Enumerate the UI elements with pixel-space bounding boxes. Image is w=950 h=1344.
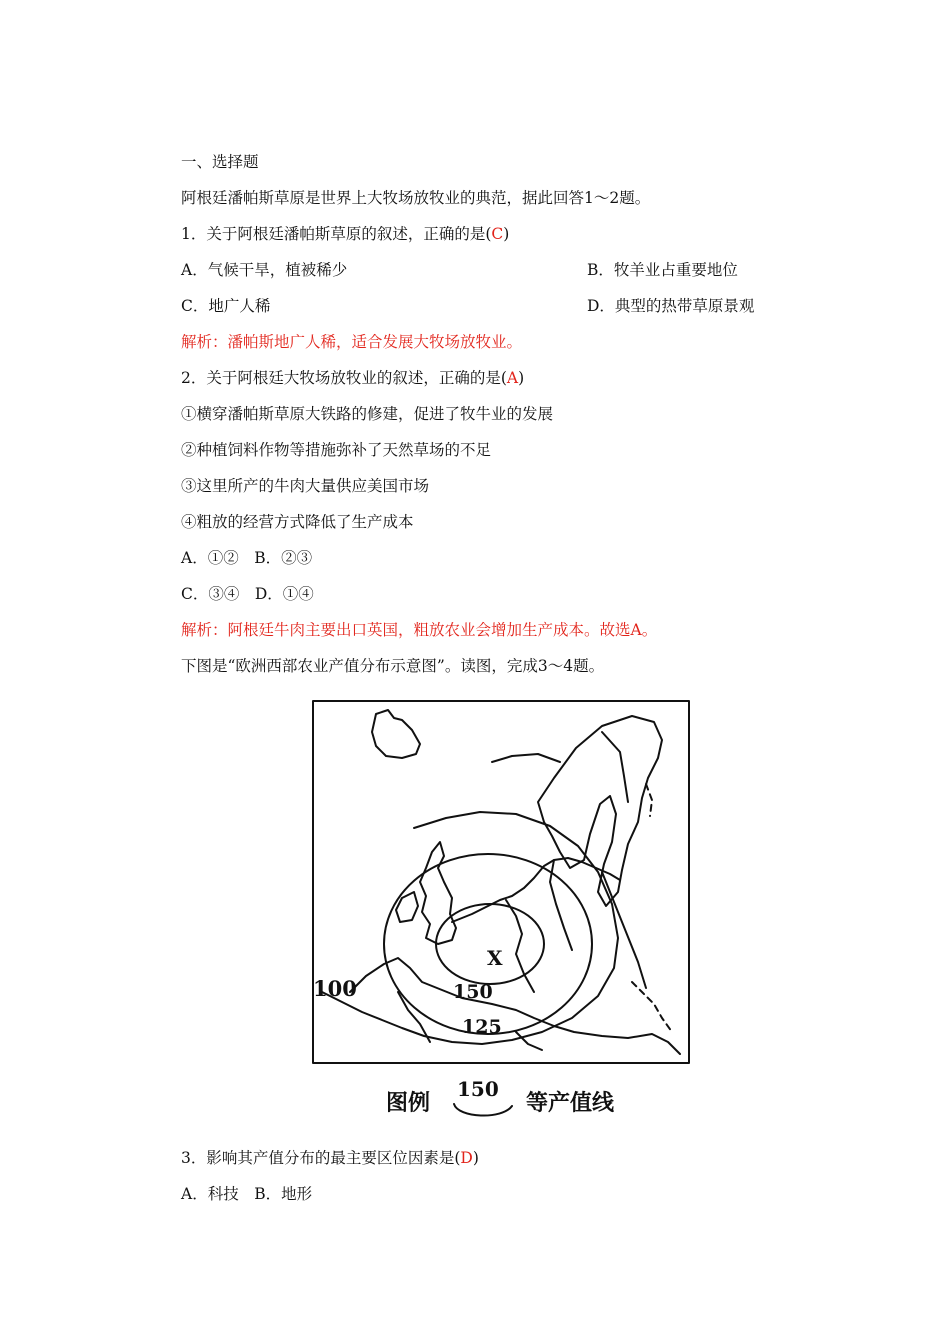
britain-coastline <box>420 842 456 944</box>
isoline-100 <box>492 754 560 762</box>
analysis-text: 解析：阿根廷牛肉主要出口英国，粗放农业会增加生产成本。故选A。 <box>181 621 658 639</box>
intro-text: 下图是“欧洲西部农业产值分布示意图”。读图，完成3～4题。 <box>181 657 605 675</box>
option-row-ab: A．科技 B．地形 <box>181 1185 313 1203</box>
intro-text: 阿根廷潘帕斯草原是世界上大牧场放牧业的典范，据此回答1～2题。 <box>181 189 651 207</box>
option-a: A．气候干旱，植被稀少 <box>181 261 348 279</box>
legend-value: 150 <box>457 1077 499 1101</box>
legend-isoline-sample <box>454 1104 512 1116</box>
statement-2: ②种植饲料作物等措施弥补了天然草场的不足 <box>181 441 492 459</box>
question-stem: 2．关于阿根廷大牧场放牧业的叙述，正确的是( <box>181 369 507 387</box>
answer-letter: C <box>491 225 504 243</box>
border-line <box>602 732 628 802</box>
iceland-coastline <box>372 710 420 758</box>
isoline-label-125: 125 <box>462 1016 502 1038</box>
isoline-100 <box>322 812 618 1044</box>
border-line <box>602 872 646 988</box>
analysis-text: 解析：潘帕斯地广人稀，适合发展大牧场放牧业。 <box>181 333 523 351</box>
answer-letter: A <box>506 369 519 387</box>
question-close: ) <box>472 1149 479 1167</box>
answer-letter: D <box>460 1149 473 1167</box>
dashed-border <box>632 982 672 1032</box>
europe-agriculture-map <box>302 692 702 1124</box>
isoline-125 <box>384 854 592 1034</box>
question-close: ) <box>518 369 525 387</box>
option-row-cd: C．③④ D．①④ <box>181 585 314 603</box>
isoline-150 <box>436 904 544 984</box>
legend-title: 图例 <box>386 1091 431 1116</box>
border-line <box>398 992 430 1042</box>
options-row <box>181 260 781 280</box>
option-row-ab: A．①② B．②③ <box>181 549 313 567</box>
dashed-border <box>646 784 652 816</box>
isoline-label-150: 150 <box>453 981 493 1003</box>
legend-description: 等产值线 <box>526 1091 615 1116</box>
statement-4: ④粗放的经营方式降低了生产成本 <box>181 513 414 531</box>
question-3 <box>181 1148 479 1168</box>
map-label-x: X <box>487 946 503 970</box>
options-row <box>181 296 781 316</box>
isoline-label-100: 100 <box>313 976 357 1001</box>
question-close: ) <box>503 225 510 243</box>
option-b: B．牧羊业占重要地位 <box>587 261 738 279</box>
option-d: D．典型的热带草原景观 <box>587 297 755 315</box>
statement-1: ①横穿潘帕斯草原大铁路的修建，促进了牧牛业的发展 <box>181 405 554 423</box>
question-1 <box>181 224 509 244</box>
question-stem: 1．关于阿根廷潘帕斯草原的叙述，正确的是( <box>181 225 492 243</box>
option-c: C．地广人稀 <box>181 297 271 315</box>
question-2 <box>181 368 524 388</box>
statement-3: ③这里所产的牛肉大量供应美国市场 <box>181 477 430 495</box>
section-title: 一、选择题 <box>181 153 259 171</box>
question-stem: 3．影响其产值分布的最主要区位因素是( <box>181 1149 461 1167</box>
